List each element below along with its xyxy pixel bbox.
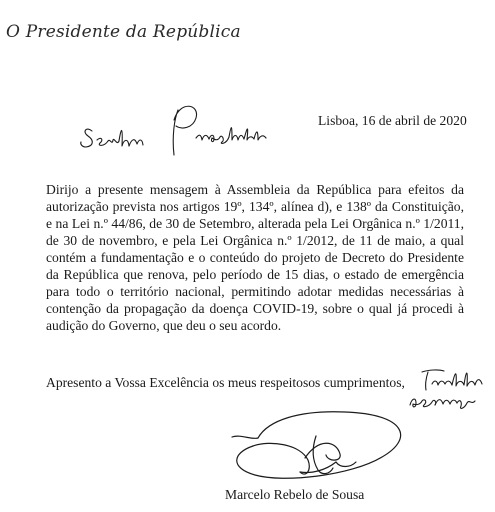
signer-name: Marcelo Rebelo de Sousa: [225, 487, 365, 502]
place-date: Lisboa, 16 de abril de 2020: [318, 113, 467, 128]
letter-body: Dirijo a presente mensagem à Assembleia da República para efeitos da autorização prevista nos artigos 19º, 134º, alínea d), e 138º da Constituição, e na Lei n.º 44/86, de 30 de Setembro, alterada pela Lei Orgânica n.º 1/2011, de 30 de novembro, e pela Lei Orgânica n.º 1/2012, de 11 de maio, a qual contém a fundamentação e o conteúdo do projeto de Decreto do Presidente da República que renova, pelo período de 15 dias, o estado de emergência para todo o território nacional, permitindo adotar medidas necessárias à contenção da propagação da doença COVID-19, sobre o qual já procedi à audição do Governo, que deu o seu acordo.: [46, 182, 464, 333]
handwritten-salutation: [81, 106, 266, 155]
handwritten-closing: [410, 370, 482, 408]
closing-formula: Apresento a Vossa Excelência os meus respeitosos cumprimentos,: [46, 375, 405, 390]
signature-scribble: [232, 412, 401, 479]
letterhead-title: O Presidente da República: [6, 22, 241, 42]
